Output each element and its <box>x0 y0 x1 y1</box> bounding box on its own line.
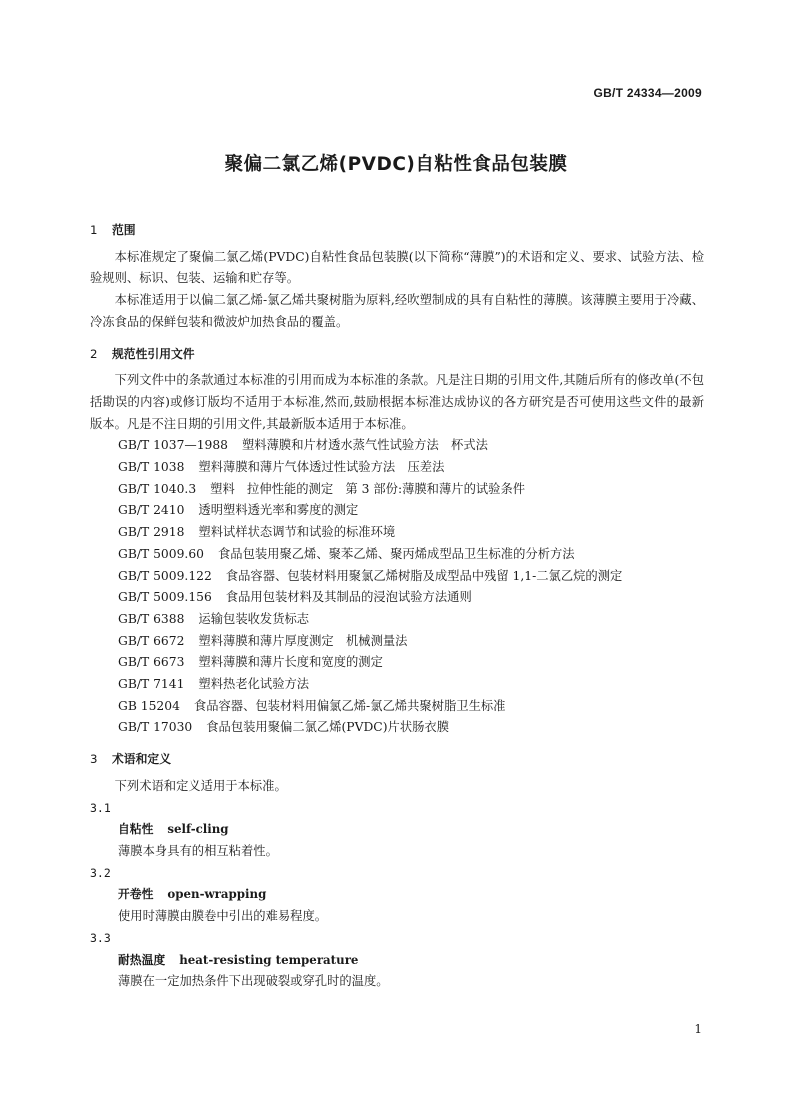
section-number: 2 <box>90 346 98 361</box>
section-2-heading <box>90 344 704 366</box>
term-name <box>90 819 704 841</box>
reference-title: 食品包装用聚偏二氯乙烯(PVDC)片状肠衣膜 <box>206 720 450 735</box>
reference-code: GB/T 6672 <box>118 633 185 648</box>
reference-item <box>90 544 704 566</box>
section-title: 规范性引用文件 <box>112 346 195 361</box>
standard-code: GB/T 24334—2009 <box>593 86 702 100</box>
reference-item <box>90 631 704 653</box>
document-body <box>90 220 704 993</box>
reference-title: 食品容器、包装材料用偏氯乙烯-氯乙烯共聚树脂卫生标准 <box>193 698 506 713</box>
reference-title: 食品容器、包装材料用聚氯乙烯树脂及成型品中残留 1,1-二氯乙烷的测定 <box>225 568 623 583</box>
reference-list <box>90 435 704 739</box>
reference-title: 塑料热老化试验方法 <box>198 677 310 692</box>
page-number: 1 <box>694 1022 702 1036</box>
reference-code: GB/T 1037—1988 <box>118 438 228 453</box>
reference-code: GB/T 6388 <box>118 611 185 626</box>
reference-title: 透明塑料透光率和雾度的测定 <box>198 503 359 518</box>
paragraph: 本标准适用于以偏二氯乙烯-氯乙烯共聚树脂为原料,经吹塑制成的具有自粘性的薄膜。该薄膜主要用于冷藏、冷冻食品的保鲜包装和微波炉加热食品的覆盖。 <box>90 293 704 329</box>
term-definition: 使用时薄膜由膜卷中引出的难易程度。 <box>118 909 328 924</box>
section-number: 1 <box>90 223 98 237</box>
reference-code: GB/T 1038 <box>118 460 185 475</box>
section-1-heading <box>90 220 704 242</box>
reference-title: 塑料薄膜和片材透水蒸气性试验方法 杯式法 <box>242 438 488 453</box>
paragraph: 下列文件中的条款通过本标准的引用而成为本标准的条款。凡是注日期的引用文件,其随后所有的修改单(不包括勘误的内容)或修订版均不适用于本标准,然而,鼓励根据本标准达成协议的各方研究是否可使用这些文件的最新版本。凡是不注日期的引用文件,其最新版本适用于本标准。 <box>90 373 704 431</box>
section-number: 3 <box>90 752 98 767</box>
term-number: 3.3 <box>90 930 111 945</box>
term-entry <box>90 863 704 928</box>
term-name-zh: 开卷性 <box>118 887 154 902</box>
term-name <box>90 950 704 972</box>
term-number: 3.1 <box>90 800 111 815</box>
term-name-zh: 自粘性 <box>118 822 154 837</box>
reference-item <box>90 587 704 609</box>
reference-code: GB/T 1040.3 <box>118 481 197 496</box>
term-number: 3.2 <box>90 865 111 880</box>
reference-title: 食品包装用聚乙烯、聚苯乙烯、聚丙烯成型品卫生标准的分析方法 <box>217 546 575 561</box>
term-definition: 薄膜本身具有的相互粘着性。 <box>118 843 278 858</box>
reference-item <box>90 457 704 479</box>
reference-code: GB/T 5009.156 <box>118 590 212 605</box>
reference-code: GB/T 5009.122 <box>118 568 212 583</box>
term-name-zh: 耐热温度 <box>118 952 166 967</box>
reference-code: GB 15204 <box>118 698 180 713</box>
term-definition: 薄膜在一定加热条件下出现破裂或穿孔时的温度。 <box>118 974 389 989</box>
reference-code: GB/T 7141 <box>118 677 185 692</box>
reference-title: 塑料 拉伸性能的测定 第 3 部份:薄膜和薄片的试验条件 <box>210 481 526 496</box>
paragraph: 下列术语和定义适用于本标准。 <box>114 778 287 793</box>
reference-item <box>90 566 704 588</box>
reference-title: 塑料试样状态调节和试验的标准环境 <box>198 525 396 540</box>
reference-item <box>90 500 704 522</box>
document-title: 聚偏二氯乙烯(PVDC)自粘性食品包装膜 <box>224 154 568 175</box>
term-entry <box>90 798 704 863</box>
reference-item <box>90 435 704 457</box>
reference-title: 食品用包装材料及其制品的浸泡试验方法通则 <box>225 590 472 605</box>
section-3-heading <box>90 749 704 771</box>
reference-item <box>90 674 704 696</box>
reference-item <box>90 479 704 501</box>
term-name-en: open-wrapping <box>167 887 267 902</box>
reference-item <box>90 652 704 674</box>
reference-code: GB/T 6673 <box>118 655 185 670</box>
reference-code: GB/T 5009.60 <box>118 546 204 561</box>
section-title: 范围 <box>112 223 136 237</box>
reference-item <box>90 609 704 631</box>
reference-title: 运输包装收发货标志 <box>198 611 310 626</box>
term-entry <box>90 928 704 993</box>
term-name-en: heat-resisting temperature <box>179 952 359 967</box>
reference-code: GB/T 17030 <box>118 720 193 735</box>
section-title: 术语和定义 <box>112 752 171 767</box>
paragraph: 本标准规定了聚偏二氯乙烯(PVDC)自粘性食品包装膜(以下简称“薄膜”)的术语和定义、要求、试验方法、检验规则、标识、包装、运输和贮存等。 <box>90 249 704 286</box>
reference-item <box>90 522 704 544</box>
reference-title: 塑料薄膜和薄片长度和宽度的测定 <box>198 655 383 670</box>
reference-code: GB/T 2918 <box>118 525 185 540</box>
term-name <box>90 884 704 906</box>
reference-title: 塑料薄膜和薄片厚度测定 机械测量法 <box>198 633 408 648</box>
term-name-en: self-cling <box>167 822 229 837</box>
reference-title: 塑料薄膜和薄片气体透过性试验方法 压差法 <box>198 460 445 475</box>
reference-item <box>90 717 704 739</box>
reference-item <box>90 696 704 718</box>
reference-code: GB/T 2410 <box>118 503 185 518</box>
